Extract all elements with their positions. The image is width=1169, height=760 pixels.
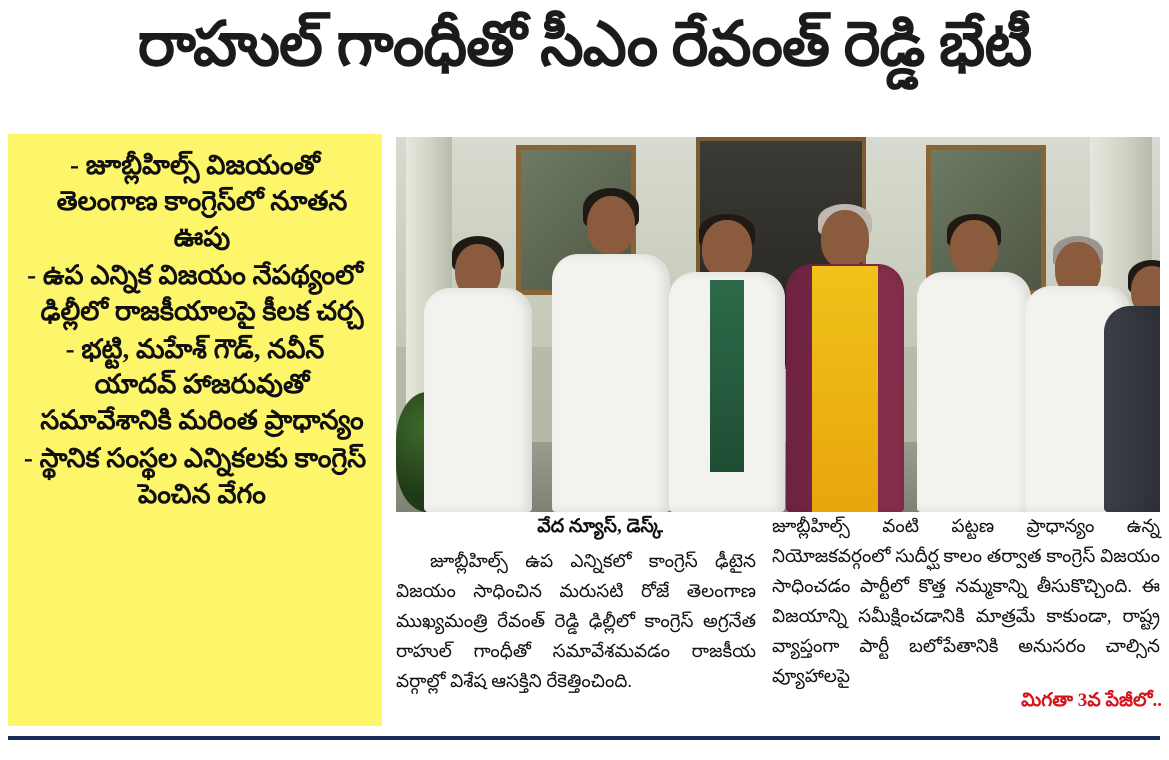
person-4 <box>780 190 910 512</box>
shawl <box>812 266 878 512</box>
page-title: రాహుల్ గాంధీతో సీఎం రేవంత్ రెడ్డి భేటీ <box>137 11 1032 79</box>
body-column-left <box>396 548 756 698</box>
article-photo <box>396 137 1160 512</box>
torso <box>917 272 1031 512</box>
person-7 <box>1102 222 1160 512</box>
body-column-right <box>772 513 1160 693</box>
bottom-divider <box>8 736 1160 740</box>
list-item: - జూబ్లీహిల్స్ విజయంతో తెలంగాణ కాంగ్రెస్‌లో నూతన ఊపు <box>56 150 348 252</box>
list-item: - స్థానిక సంస్థల ఎన్నికలకు కాంగ్రెస్ పెంచిన వేగం <box>23 443 367 510</box>
list-item: - ఉప ఎన్నిక విజయం నేపథ్యంలో ఢిల్లీలో రాజకీయాలపై కీలక చర్చ <box>27 259 364 326</box>
person-3 <box>664 194 790 512</box>
torso <box>1104 306 1160 512</box>
key-points-box <box>8 134 382 726</box>
person-1 <box>418 212 538 512</box>
head <box>587 196 635 254</box>
key-points-list <box>22 148 368 513</box>
head <box>950 220 998 276</box>
torso <box>424 288 532 512</box>
person-5 <box>912 196 1036 512</box>
head <box>821 210 869 268</box>
photo-scene <box>396 137 1160 512</box>
torso <box>552 254 670 512</box>
continued-link[interactable]: మిగతా 3వ పేజీలో.. <box>1021 690 1162 711</box>
list-item: - భట్టి, మహేశ్ గౌడ్, నవీన్ యాదవ్ హాజరువుతో సమావేశానికి మరింత ప్రాధాన్యం <box>40 333 364 436</box>
head <box>702 220 752 278</box>
body-paragraph: జూబ్లీహిల్స్ ఉప ఎన్నికలో కాంగ్రెస్ ఢీటైన విజయం సాధించిన మరుసటి రోజే తెలంగాణ ముఖ్యమంత్రి రేవంత్ రెడ్డి ఢిల్లీలో కాంగ్రెస్ అగ్రనేత రాహుల్ గాంధీతో సమావేశమవడం రాజకీయ వర్గాల్లో విశేష ఆసక్తిని రేకెత్తించింది. <box>396 552 756 692</box>
person-2 <box>546 182 676 512</box>
byline: వేద న్యూస్, డెస్క్ <box>537 516 663 537</box>
body-paragraph: జూబ్లీహిల్స్ వంటి పట్టణ ప్రాధాన్యం ఉన్న నియోజకవర్గంలో సుదీర్ఘ కాలం తర్వాత కాంగ్రెస్ విజయం సాధించడం పార్టీలో కొత్త నమ్మకాన్ని తీసుకొచ్చింది. ఈ విజయాన్ని సమీక్షించడానికి మాత్రమే కాకుండా, రాష్ట్ర వ్యాప్తంగా పార్టీ బలోపేతానికి అనుసరం చాల్సిన వ్యూహాలపై <box>772 517 1160 687</box>
scarf <box>710 280 744 472</box>
